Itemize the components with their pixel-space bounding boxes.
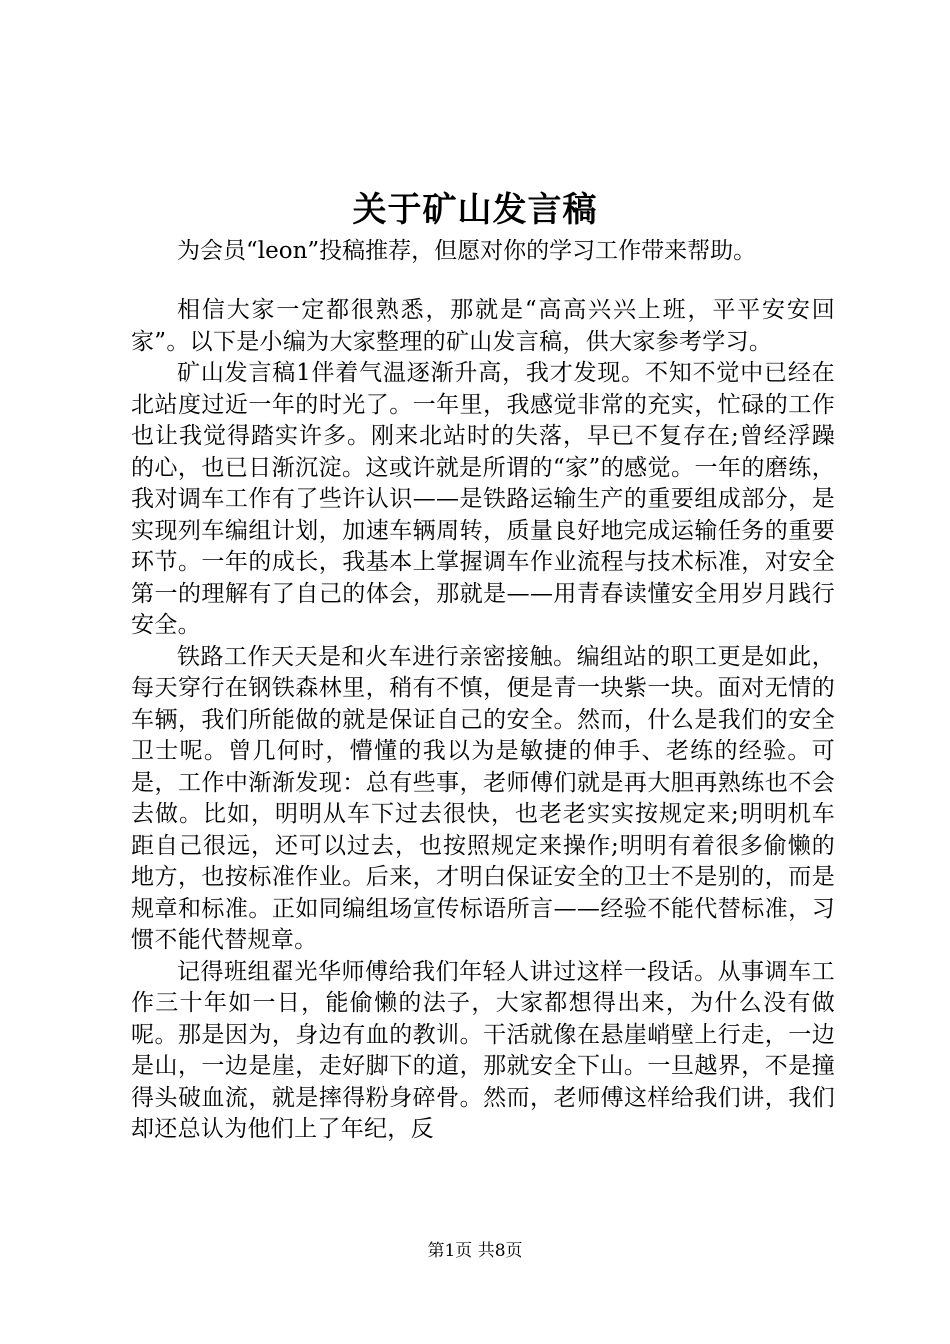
- paragraph: 记得班组翟光华师傅给我们年轻人讲过这样一段话。从事调车工作三十年如一日，能偷懒的法子，大家都想得出来，为什么没有做呢。那是因为，身边有血的教训。干活就像在悬崖峭壁上行走，一边是山，一边是崖，走好脚下的道，那就安全下山。一旦越界，不是撞得头破血流，就是摔得粉身碎骨。然而，老师傅这样给我们讲，我们却还总认为他们上了年纪，反: [131, 958, 835, 1142]
- intro-note: 为会员“leon”投稿推荐，但愿对你的学习工作带来帮助。: [177, 238, 757, 264]
- paragraph: 相信大家一定都很熟悉，那就是“高高兴兴上班，平平安安回家”。以下是小编为大家整理的矿山发言稿，供大家参考学习。: [131, 297, 835, 355]
- page-footer: 第1页 共8页: [427, 1241, 523, 1261]
- paragraph: 铁路工作天天是和火车进行亲密接触。编组站的职工更是如此，每天穿行在钢铁森林里，稍有不慎，便是青一块紫一块。面对无情的车辆，我们所能做的就是保证自己的安全。然而，什么是我们的安全卫士呢。曾几何时，懵懂的我以为是敏捷的伸手、老练的经验。可是，工作中渐渐发现：总有些事，老师傅们就是再大胆再熟练也不会去做。比如，明明从车下过去很快，也老老实实按规定来;明明机车距自己很远，还可以过去，也按照规定来操作;明明有着很多偷懒的地方，也按标准作业。后来，才明白保证安全的卫士不是别的，而是规章和标准。正如同编组场宣传标语所言——经验不能代替标准，习惯不能代替规章。: [131, 643, 835, 953]
- document-title: 关于矿山发言稿: [352, 190, 598, 230]
- paragraph: 矿山发言稿1伴着气温逐渐升高，我才发现。不知不觉中已经在北站度过近一年的时光了。一年里，我感觉非常的充实，忙碌的工作也让我觉得踏实许多。刚来北站时的失落，早已不复存在;曾经浮躁的心，也已日渐沉淀。这或许就是所谓的“家”的感觉。一年的磨练，我对调车工作有了些许认识——是铁路运输生产的重要组成部分，是实现列车编组计划，加速车辆周转，质量良好地完成运输任务的重要环节。一年的成长，我基本上掌握调车作业流程与技术标准，对安全第一的理解有了自己的体会，那就是——用青春读懂安全用岁月践行安全。: [131, 360, 835, 638]
- document-body: [131, 295, 835, 1146]
